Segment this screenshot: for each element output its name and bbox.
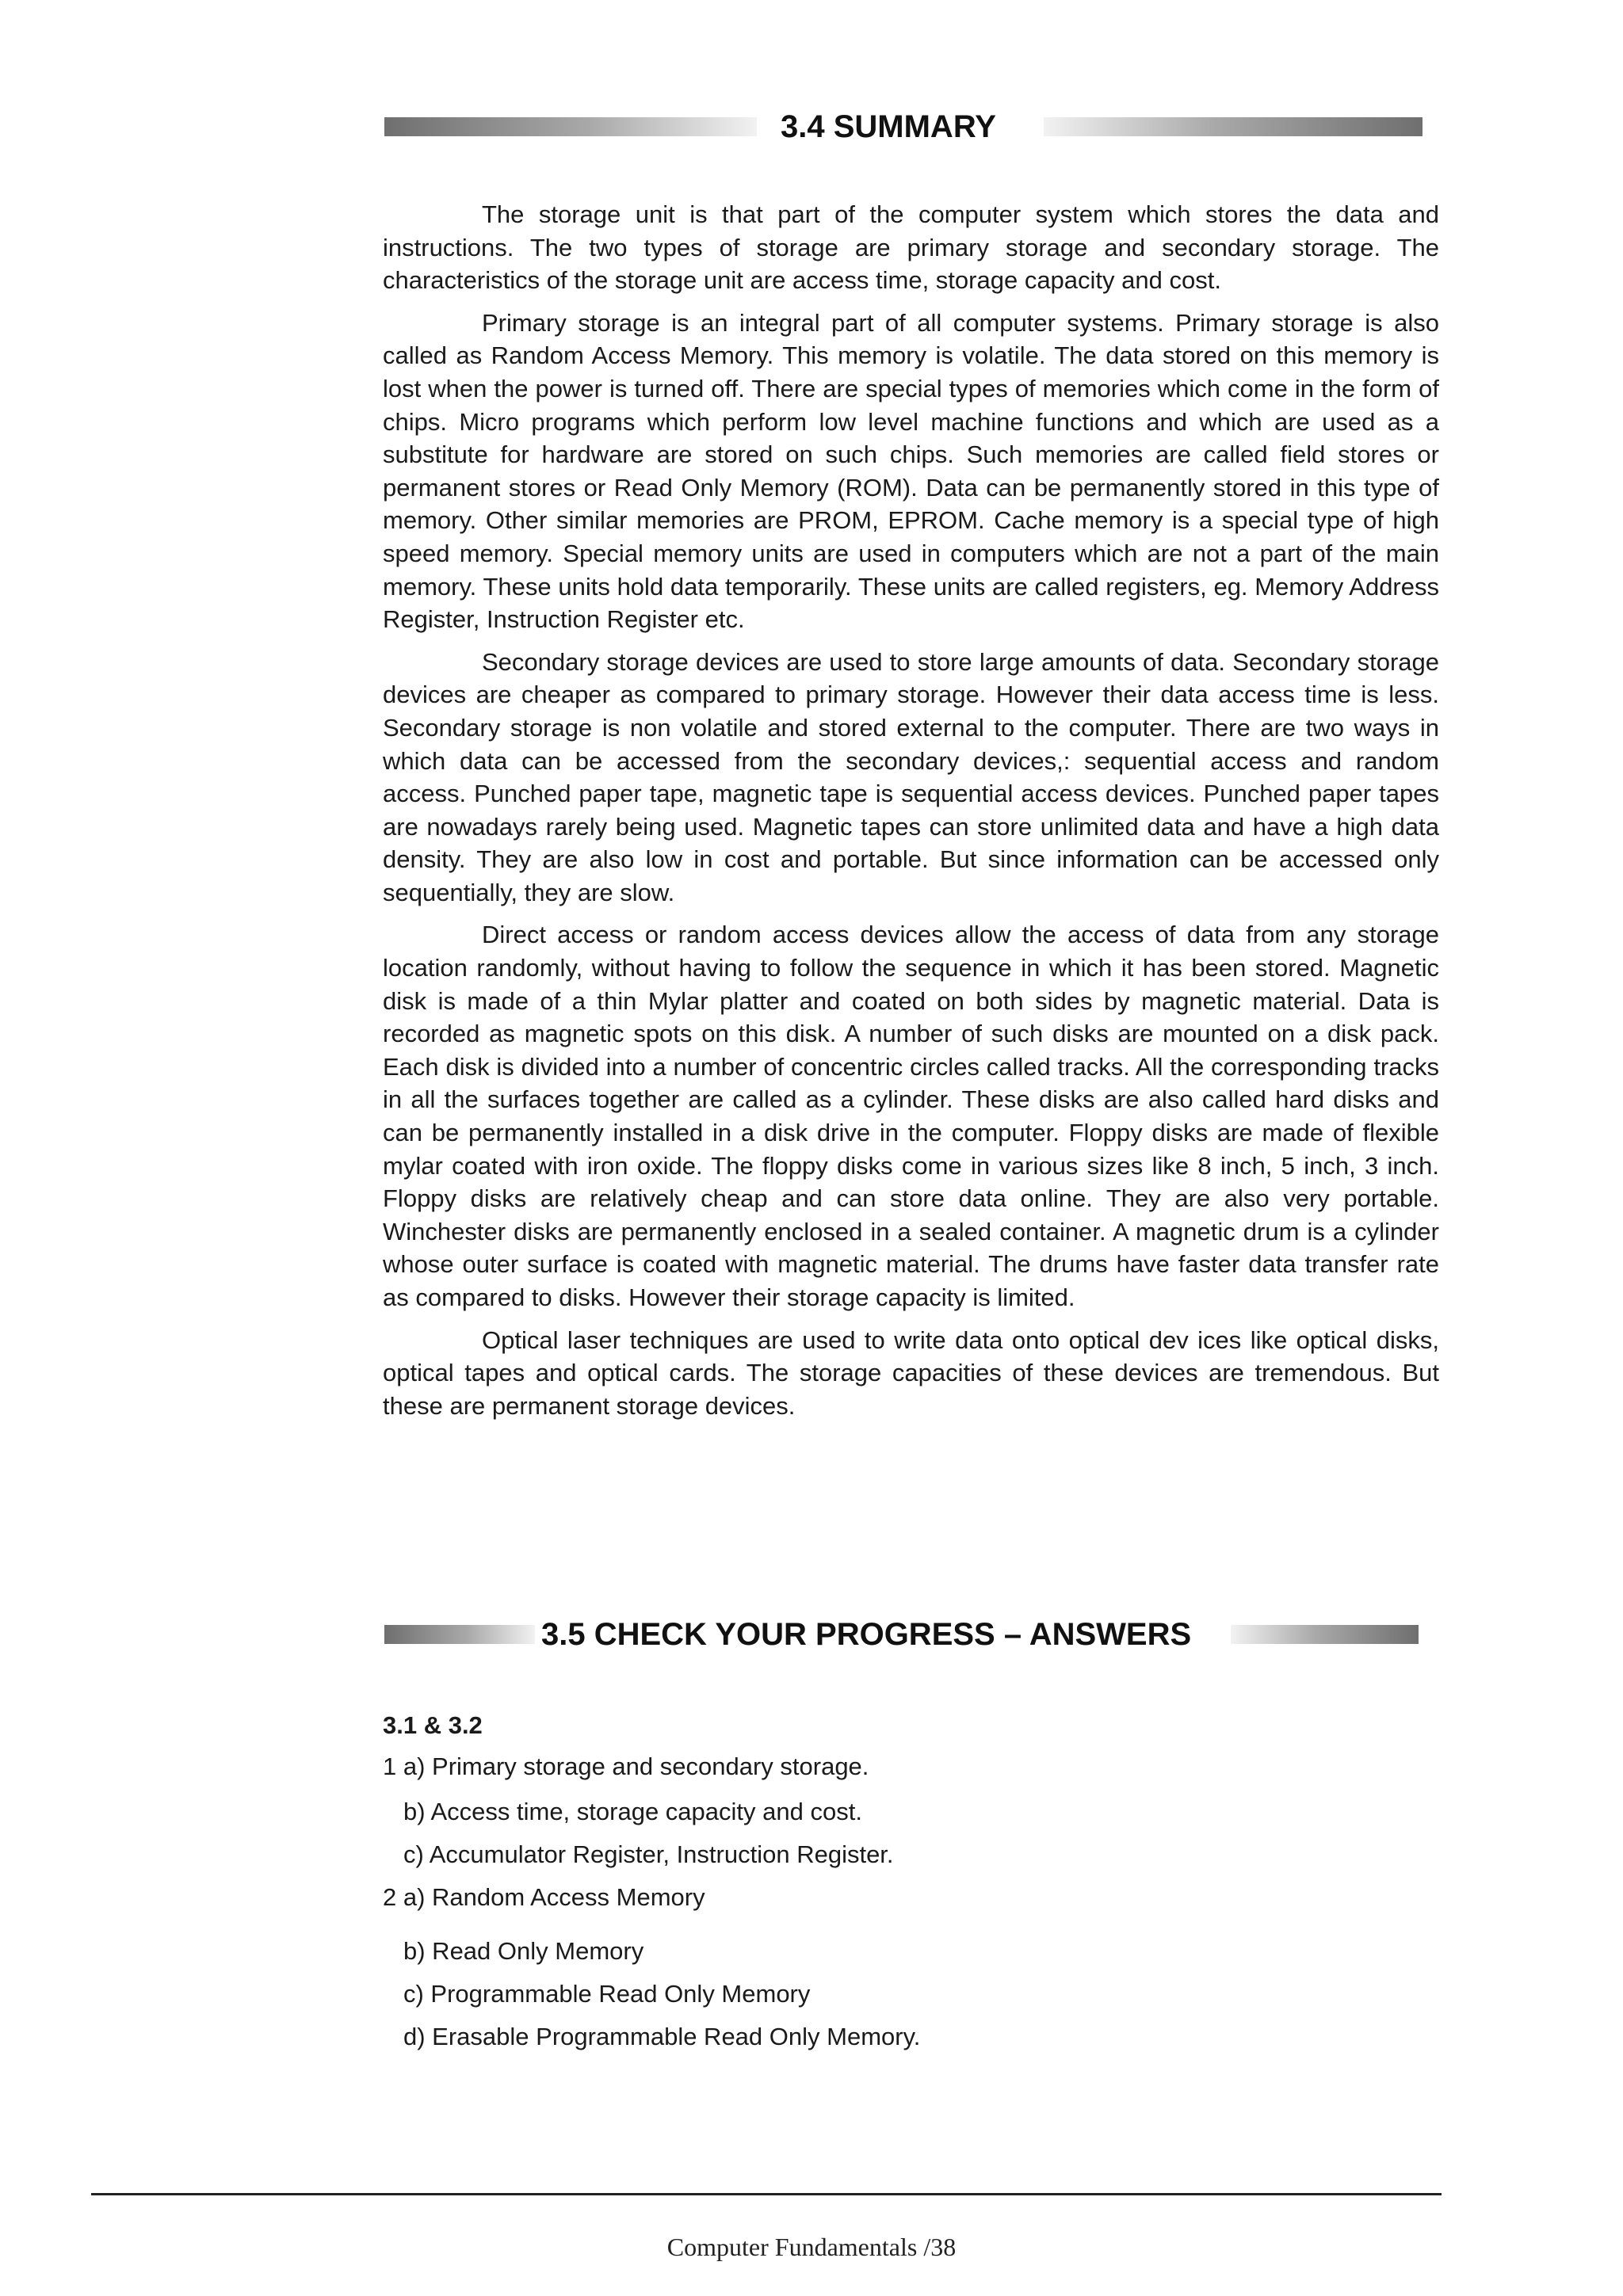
heading-bar-right — [1044, 117, 1423, 136]
footer-rule — [91, 2193, 1442, 2195]
answer-item: b) Access time, storage capacity and cost. — [403, 1798, 862, 1825]
heading-bar-right — [1231, 1625, 1419, 1644]
heading-bar-left — [384, 1625, 535, 1644]
heading-bar-left — [384, 117, 757, 136]
summary-heading-title: 3.4 SUMMARY — [781, 109, 996, 144]
summary-heading — [384, 99, 1423, 154]
summary-paragraph: The storage unit is that part of the computer system which stores the data and instructions. The two types of storage are primary storage and secondary storage. The characteristics of the storage unit are access time, storage capacity and cost. — [383, 200, 1439, 295]
answer-item: 1 a) Primary storage and secondary storage. — [383, 1753, 869, 1780]
answer-item: b) Read Only Memory — [403, 1937, 644, 1965]
page-footer: Computer Fundamentals /38 — [666, 2233, 957, 2261]
summary-paragraph: Primary storage is an integral part of all computer systems. Primary storage is also called as Random Access Memory. This memory is volatile. The data stored on this memory is lost when the power is turned off. There are special types of memories which come in the form of chips. Micro programs which perform low level machine functions and which are used as a substitute for hardware are stored on such chips. Such memories are called field stores or permanent stores or Read Only Memory (ROM). Data can be permanently stored in this type of memory. Other similar memories are PROM, EPROM. Cache memory is a special type of high speed memory. Special memory units are used in computers which are not a part of the main memory. These units hold data temporarily. These units are called registers, eg. Memory Address Register, Instruction Register etc. — [383, 308, 1439, 634]
answer-item: d) Erasable Programmable Read Only Memory. — [403, 2023, 921, 2050]
answer-item: c) Programmable Read Only Memory — [403, 1980, 811, 2008]
answer-item: 2 a) Random Access Memory — [383, 1883, 705, 1911]
answers-list — [383, 1708, 1413, 2054]
summary-paragraph: Direct access or random access devices allow the access of data from any storage location randomly, without having to follow the sequence in which it has been stored. Magnetic disk is made of a thin Mylar platter and coated on both sides by magnetic material. Data is recorded as magnetic spots on this disk. A number of such disks are mounted on a disk pack. Each disk is divided into a number of concentric circles called tracks. All the corresponding tracks in all the surfaces together are called as a cylinder. These disks are also called hard disks and can be permanently installed in a disk drive in the computer. Floppy disks are made of flexible mylar coated with iron oxide. The floppy disks come in various sizes like 8 inch, 5 inch, 3 inch. Floppy disks are relatively cheap and can store data online. They are also very portable. Winchester disks are permanently enclosed in a sealed container. A magnetic drum is a cylinder whose outer surface is coated with magnetic material. The drums have faster data transfer rate as compared to disks. However their storage capacity is limited. — [383, 921, 1439, 1311]
summary-paragraph: Secondary storage devices are used to store large amounts of data. Secondary storage devices are cheaper as compared to primary storage. However their data access time is less. Secondary storage is non volatile and stored external to the computer. There are two ways in which data can be accessed from the secondary devices,: sequential access and random access. Punched paper tape, magnetic tape is sequential access devices. Punched paper tapes are nowadays rarely being used. Magnetic tapes can store unlimited data and have a high data density. They are also low in cost and portable. But since information can be accessed only sequentially, they are slow. — [383, 647, 1439, 906]
answers-heading-title: 3.5 CHECK YOUR PROGRESS – ANSWERS — [541, 1617, 1192, 1652]
summary-paragraph: Optical laser techniques are used to write data onto optical dev ices like optical disks, optical tapes and optical cards. The storage capacities of these devices are tremendous. But these are permanent storage devices. — [383, 1325, 1439, 1420]
summary-body — [383, 198, 1439, 1432]
answers-group-title: 3.1 & 3.2 — [383, 1711, 483, 1739]
answer-item: c) Accumulator Register, Instruction Register. — [403, 1840, 894, 1868]
answers-heading — [384, 1607, 1423, 1662]
